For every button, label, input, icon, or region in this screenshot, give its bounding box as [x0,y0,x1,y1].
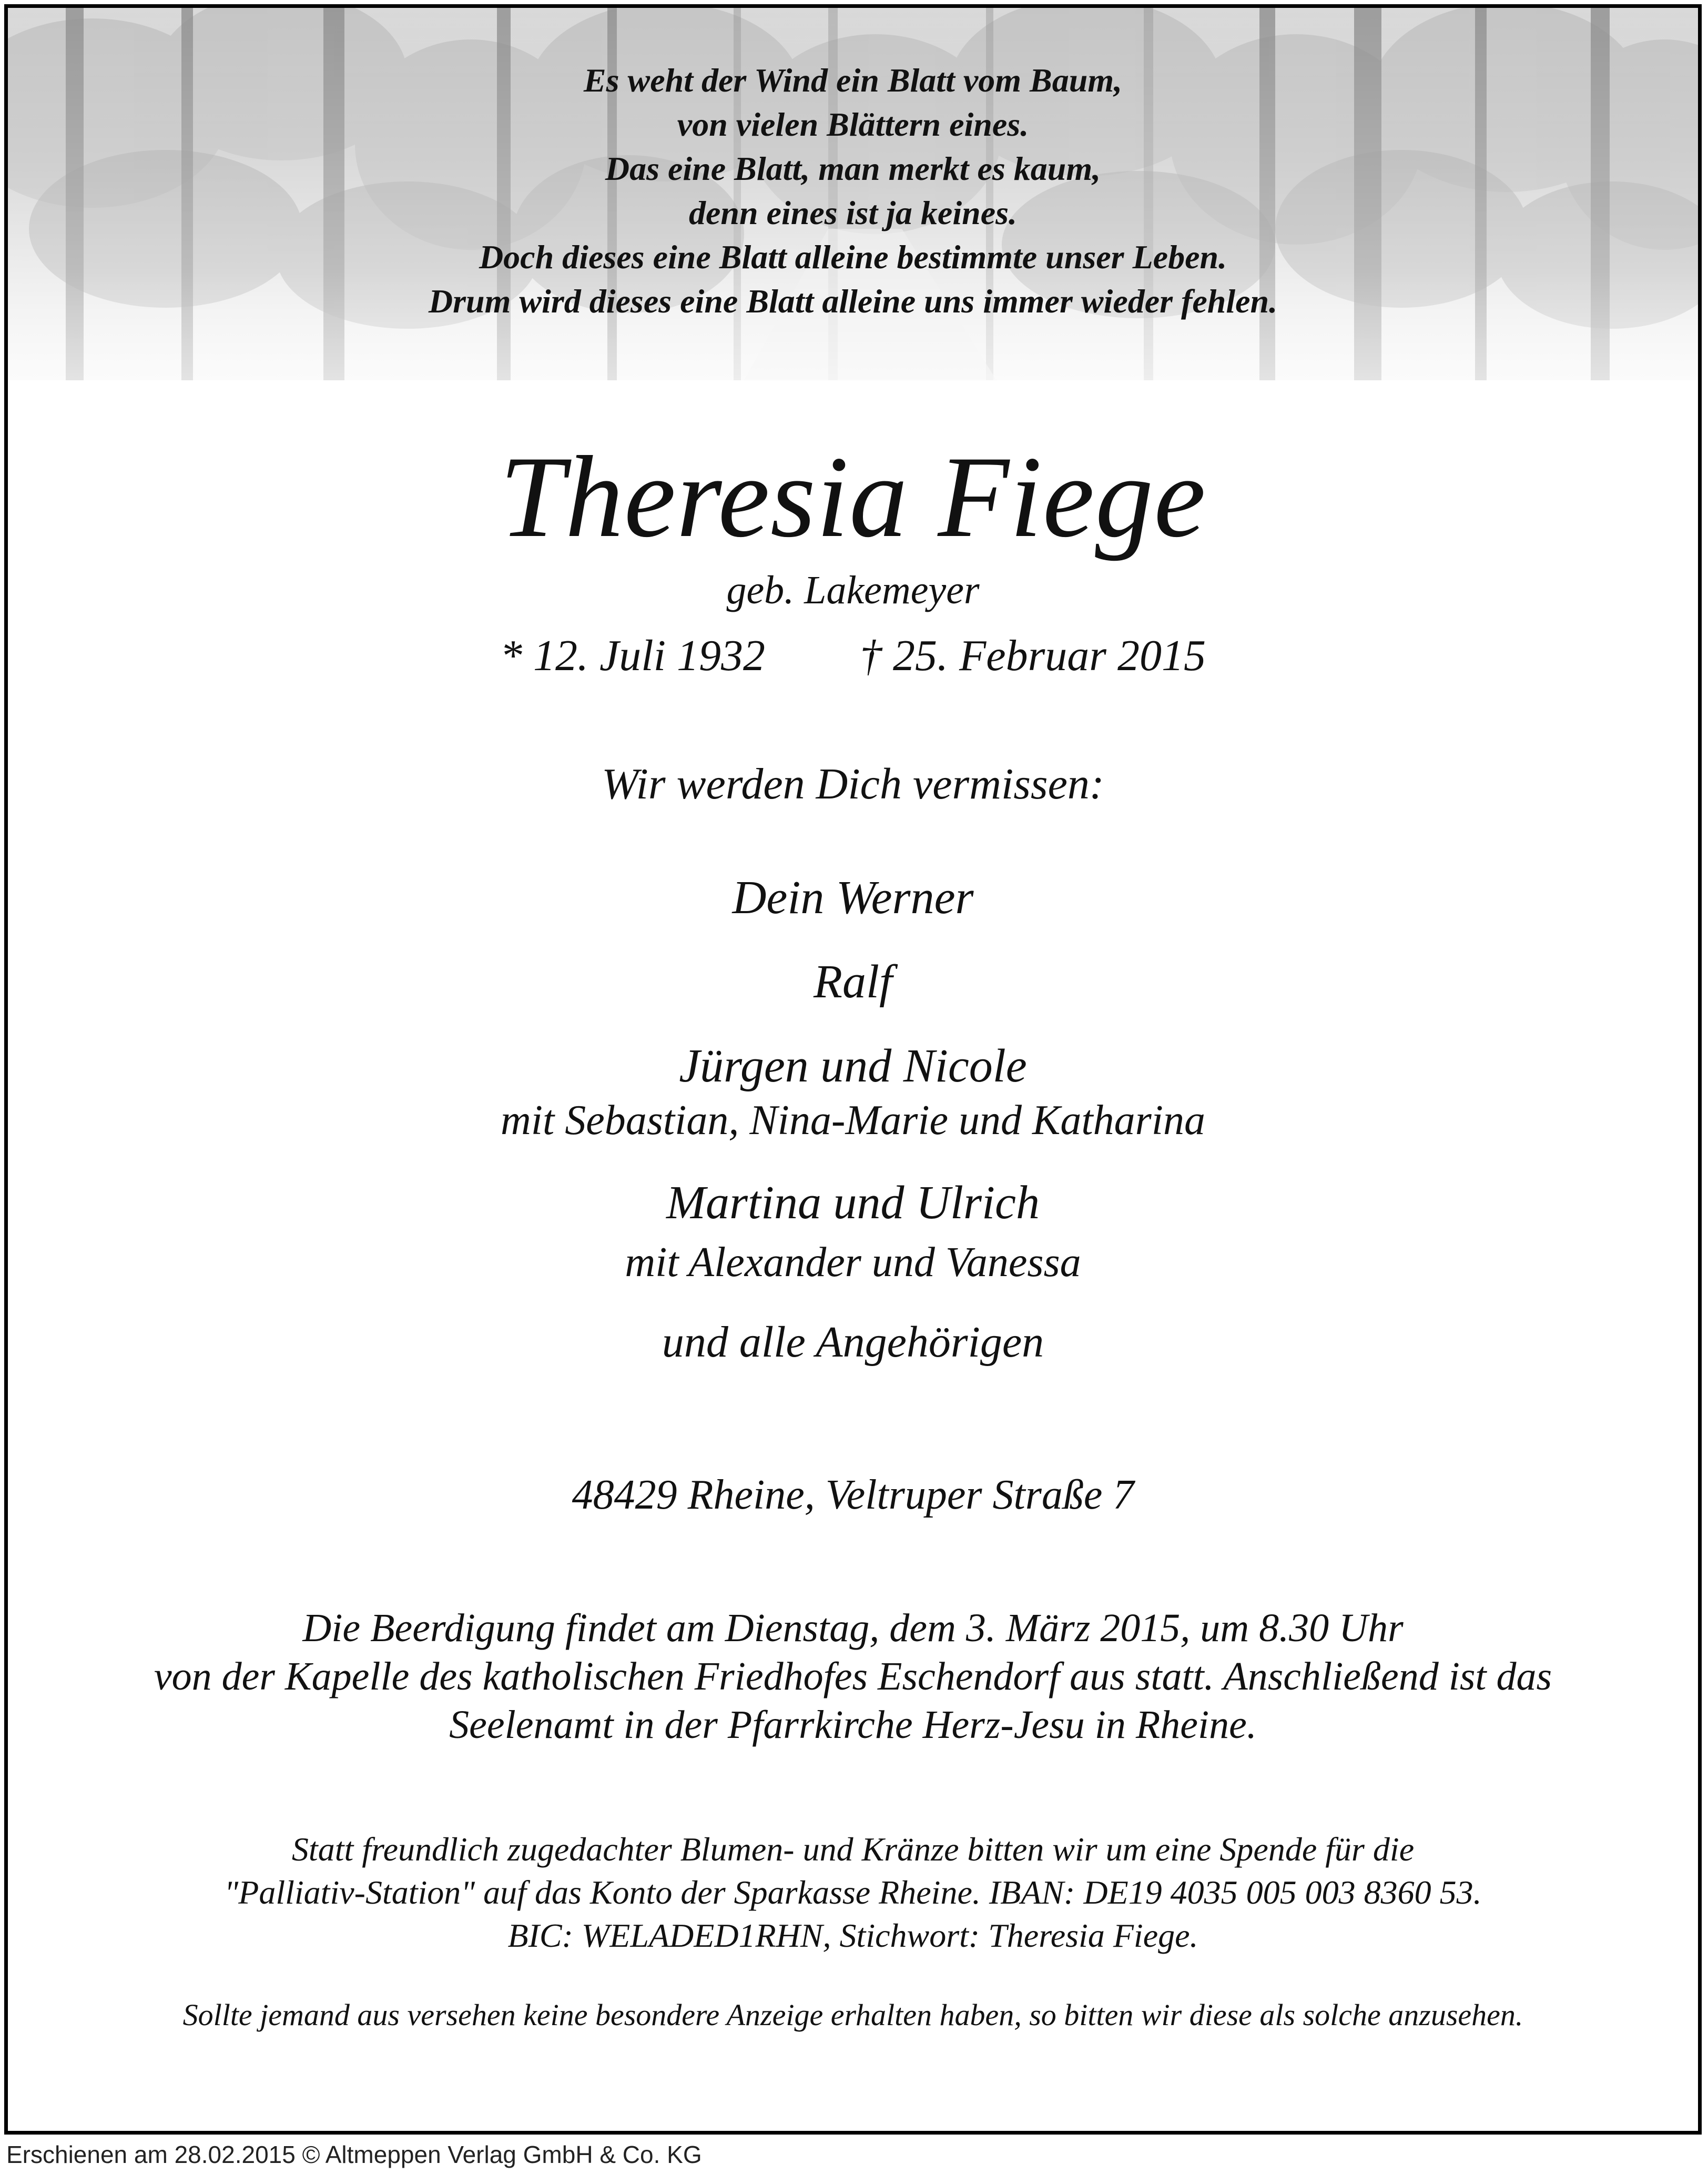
publication-credit: Erschienen am 28.02.2015 © Altmeppen Verlag GmbH & Co. KG [6,2141,702,2168]
death-date: † 25. Februar 2015 [859,631,1206,680]
forest-photo-banner [8,8,1698,380]
mourner-name: und alle Angehörigen [662,1318,1044,1367]
mourner-name: Martina und Ulrich [666,1177,1040,1229]
funeral-line: Die Beerdigung findet am Dienstag, dem 3. März 2015, um 8.30 Uhr [302,1606,1404,1650]
obituary-notice [4,4,1702,2135]
mourner-name: Ralf [814,956,892,1008]
miss-line: Wir werden Dich vermissen: [602,760,1104,808]
mourner-children: mit Alexander und Vanessa [625,1239,1081,1286]
poem-line: Es weht der Wind ein Blatt vom Baum, [583,62,1123,99]
poem-line: denn eines ist ja keines. [688,194,1018,231]
deceased-name: Theresia Fiege [500,432,1206,562]
birth-date: * 12. Juli 1932 [500,631,765,680]
donation-line: Statt freundlich zugedachter Blumen- und Kränze bitten wir um eine Spende für die [291,1831,1415,1868]
poem [8,58,1698,323]
closing-note: Sollte jemand aus versehen keine besondere Anzeige erhalten haben, so bitten wir diese als solche anzusehen. [182,1998,1523,2032]
life-dates [8,630,1698,682]
poem-line: Doch dieses eine Blatt alleine bestimmte unser Leben. [479,238,1227,276]
mourner-name: Dein Werner [732,872,974,924]
poem-line: Drum wird dieses eine Blatt alleine uns immer wieder fehlen. [428,282,1278,320]
poem-line: Das eine Blatt, man merkt es kaum, [605,150,1101,187]
donation-request [8,1828,1698,1957]
poem-line: von vielen Blättern eines. [677,106,1029,143]
donation-line: BIC: WELADED1RHN, Stichwort: Theresia Fiege. [507,1917,1198,1954]
donation-line: "Palliativ-Station" auf das Konto der Sparkasse Rheine. IBAN: DE19 4035 005 003 8360 53. [224,1874,1482,1911]
address: 48429 Rheine, Veltruper Straße 7 [572,1472,1134,1518]
mourner-children: mit Sebastian, Nina-Marie und Katharina [501,1097,1205,1144]
maiden-name: geb. Lakemeyer [726,568,980,612]
mourner-name: Jürgen und Nicole [679,1040,1027,1092]
funeral-line: von der Kapelle des katholischen Friedhofes Eschendorf aus statt. Anschließend ist das [154,1654,1552,1698]
funeral-line: Seelenamt in der Pfarrkirche Herz-Jesu in Rheine. [449,1703,1257,1747]
funeral-info [8,1604,1698,1749]
